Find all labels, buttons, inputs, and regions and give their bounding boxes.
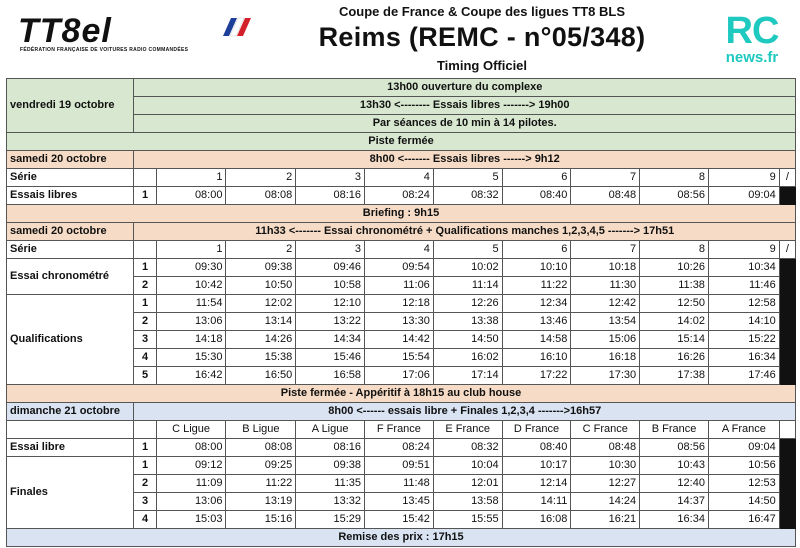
remise-des-prix: Remise des prix : 17h15 [7,529,796,547]
empty-cell [134,241,156,259]
serie-num: 8 [640,241,709,259]
saturday-1-info: 8h00 <------- Essais libres ------> 9h12 [134,151,796,169]
time-cell: 13:32 [296,493,365,511]
time-cell: 14:26 [226,331,296,349]
time-cell: 16:02 [433,349,502,367]
title-line-3: Timing Officiel [436,58,528,73]
time-cell: 09:04 [708,187,779,205]
time-cell: 17:06 [365,367,434,385]
time-cell: 11:06 [365,277,434,295]
time-cell: 16:21 [571,511,640,529]
black-cell [779,511,795,529]
class-cell: B France [640,421,709,439]
time-cell: 11:38 [640,277,709,295]
essai-libre-label: Essai libre [7,439,134,457]
time-cell: 11:14 [433,277,502,295]
black-cell [779,475,795,493]
black-cell [779,493,795,511]
time-cell: 14:10 [708,313,779,331]
time-cell: 12:40 [640,475,709,493]
class-cell: A Ligue [296,421,365,439]
time-cell: 15:38 [226,349,296,367]
empty-cell [134,169,156,187]
time-cell: 16:26 [640,349,709,367]
time-cell: 09:38 [226,259,296,277]
time-cell: 13:54 [571,313,640,331]
row-num: 4 [134,511,156,529]
serie-num: 6 [502,241,571,259]
time-cell: 12:18 [365,295,434,313]
black-cell [779,187,795,205]
time-cell: 12:10 [296,295,365,313]
sunday-classes-row [7,421,796,439]
time-cell: 17:22 [502,367,571,385]
time-cell: 16:42 [156,367,226,385]
time-cell: 12:26 [433,295,502,313]
time-cell: 10:43 [640,457,709,475]
time-cell: 13:58 [433,493,502,511]
empty-cell [7,421,134,439]
serie-num: 1 [156,241,226,259]
time-cell: 13:14 [226,313,296,331]
row-num: 5 [134,367,156,385]
remise-row [7,529,796,547]
class-cell: C France [571,421,640,439]
rc-logo-text: RC [725,10,779,52]
sunday-info: 8h00 <------ essais libre + Finales 1,2,3,4 ------->16h57 [134,403,796,421]
time-cell: 11:09 [156,475,226,493]
time-cell: 10:17 [502,457,571,475]
time-cell: 11:48 [365,475,434,493]
serie-num: 6 [502,169,571,187]
time-cell: 08:56 [640,187,709,205]
time-cell: 08:56 [640,439,709,457]
friday-line-2: 13h30 <-------- Essais libres -------> 19h00 [134,97,796,115]
black-cell [779,367,795,385]
time-cell: 10:42 [156,277,226,295]
serie-num: 9 [708,241,779,259]
time-cell: 10:50 [226,277,296,295]
group-label: Finales [7,457,134,529]
time-cell: 16:34 [708,349,779,367]
time-cell: 13:46 [502,313,571,331]
time-cell: 09:04 [708,439,779,457]
time-cell: 15:29 [296,511,365,529]
header [0,0,800,80]
time-cell: 17:38 [640,367,709,385]
time-cell: 12:58 [708,295,779,313]
time-cell: 17:14 [433,367,502,385]
time-cell: 08:24 [365,439,434,457]
row-num: 2 [134,313,156,331]
serie-num: 7 [571,241,640,259]
friday-row-1 [7,79,796,97]
class-cell: A France [708,421,779,439]
time-cell: 15:30 [156,349,226,367]
row-num: 2 [134,475,156,493]
time-cell: 09:46 [296,259,365,277]
essais-libres-row [7,187,796,205]
saturday-2-header [7,223,796,241]
time-cell: 11:30 [571,277,640,295]
time-cell: 10:56 [708,457,779,475]
class-cell: C Ligue [156,421,226,439]
black-cell [779,313,795,331]
row-num: 3 [134,331,156,349]
time-cell: 08:08 [226,187,296,205]
time-cell: 10:10 [502,259,571,277]
black-cell [779,295,795,313]
time-cell: 09:38 [296,457,365,475]
time-cell: 09:30 [156,259,226,277]
time-cell: 15:54 [365,349,434,367]
saturday-2-series-row [7,241,796,259]
time-cell: 12:02 [226,295,296,313]
serie-num: 4 [365,169,434,187]
timing-table [6,78,796,547]
time-cell: 12:34 [502,295,571,313]
time-cell: 14:50 [433,331,502,349]
row-num: 1 [134,187,156,205]
time-cell: 08:48 [571,187,640,205]
time-cell: 12:14 [502,475,571,493]
time-cell: 09:12 [156,457,226,475]
timing-table-body [7,79,796,547]
time-cell: 15:06 [571,331,640,349]
time-cell: 09:54 [365,259,434,277]
class-cell: D France [502,421,571,439]
time-cell: 13:06 [156,493,226,511]
tt8el-logo [18,14,258,54]
time-cell: 14:37 [640,493,709,511]
time-cell: 15:22 [708,331,779,349]
piste-fermee: Piste fermée [7,133,796,151]
time-cell: 16:08 [502,511,571,529]
rcnews-logo [712,12,792,74]
time-cell: 15:14 [640,331,709,349]
time-cell: 10:02 [433,259,502,277]
serie-num: 1 [156,169,226,187]
rc-logo-domain: news.fr [725,49,779,66]
time-cell: 10:18 [571,259,640,277]
time-cell: 14:24 [571,493,640,511]
time-cell: 08:08 [226,439,296,457]
row-num: 2 [134,277,156,295]
table-row [7,295,796,313]
time-cell: 15:42 [365,511,434,529]
time-cell: 16:47 [708,511,779,529]
slash-cell: / [779,169,795,187]
time-cell: 11:22 [502,277,571,295]
title-line-1: Coupe de France & Coupe des ligues TT8 BLS [338,4,626,19]
serie-num: 7 [571,169,640,187]
time-cell: 13:19 [226,493,296,511]
table-row [7,259,796,277]
time-cell: 16:34 [640,511,709,529]
logo-text: TT8el [18,12,112,50]
black-cell [779,277,795,295]
time-cell: 17:30 [571,367,640,385]
group-label: Qualifications [7,295,134,385]
piste-fermee-aperitif: Piste fermée - Appéritif à 18h15 au club house [7,385,796,403]
row-num: 1 [134,295,156,313]
time-cell: 08:48 [571,439,640,457]
time-cell: 10:26 [640,259,709,277]
title-line-2: Reims (REMC - n°05/348) [318,22,646,52]
time-cell: 13:30 [365,313,434,331]
row-num: 3 [134,493,156,511]
friday-line-1: 13h00 ouverture du complexe [134,79,796,97]
black-cell [779,457,795,475]
row-num: 1 [134,259,156,277]
empty-cell [779,421,795,439]
serie-label: Série [7,169,134,187]
time-cell: 11:46 [708,277,779,295]
serie-num: 2 [226,241,296,259]
time-cell: 10:58 [296,277,365,295]
time-cell: 08:00 [156,439,226,457]
time-cell: 12:50 [640,295,709,313]
saturday-2-info: 11h33 <------- Essai chronométré + Qualifications manches 1,2,3,4,5 -------> 17h51 [134,223,796,241]
time-cell: 14:11 [502,493,571,511]
serie-num: 5 [433,241,502,259]
time-cell: 12:42 [571,295,640,313]
briefing-row [7,205,796,223]
saturday-1-day: samedi 20 octobre [7,151,134,169]
saturday-1-header [7,151,796,169]
class-cell: E France [433,421,502,439]
time-cell: 11:22 [226,475,296,493]
table-row [7,457,796,475]
time-cell: 12:27 [571,475,640,493]
essai-libre-row [7,439,796,457]
time-cell: 10:34 [708,259,779,277]
sunday-day: dimanche 21 octobre [7,403,134,421]
time-cell: 15:03 [156,511,226,529]
time-cell: 08:24 [365,187,434,205]
time-cell: 08:32 [433,187,502,205]
time-cell: 13:22 [296,313,365,331]
flag-icon [213,16,251,38]
black-cell [779,331,795,349]
serie-num: 9 [708,169,779,187]
black-cell [779,439,795,457]
empty-cell [134,421,156,439]
time-cell: 08:40 [502,187,571,205]
slash-cell: / [779,241,795,259]
briefing: Briefing : 9h15 [7,205,796,223]
friday-line-3: Par séances de 10 min à 14 pilotes. [134,115,796,133]
time-cell: 14:34 [296,331,365,349]
time-cell: 16:10 [502,349,571,367]
time-cell: 16:50 [226,367,296,385]
class-cell: B Ligue [226,421,296,439]
time-cell: 14:42 [365,331,434,349]
time-cell: 14:58 [502,331,571,349]
time-cell: 10:30 [571,457,640,475]
time-cell: 11:35 [296,475,365,493]
time-cell: 08:00 [156,187,226,205]
time-cell: 13:06 [156,313,226,331]
serie-num: 2 [226,169,296,187]
time-cell: 16:18 [571,349,640,367]
friday-day: vendredi 19 octobre [7,79,134,133]
time-cell: 14:02 [640,313,709,331]
saturday-1-series-row [7,169,796,187]
group-label: Essai chronométré [7,259,134,295]
time-cell: 08:16 [296,439,365,457]
time-cell: 08:16 [296,187,365,205]
time-cell: 08:40 [502,439,571,457]
time-cell: 17:46 [708,367,779,385]
black-cell [779,349,795,367]
time-cell: 13:45 [365,493,434,511]
serie-num: 3 [296,169,365,187]
class-cell: F France [365,421,434,439]
serie-num: 5 [433,169,502,187]
time-cell: 13:38 [433,313,502,331]
time-cell: 09:51 [365,457,434,475]
serie-num: 3 [296,241,365,259]
row-num: 1 [134,439,156,457]
sunday-header [7,403,796,421]
piste-fermee-row [7,133,796,151]
time-cell: 12:53 [708,475,779,493]
time-cell: 09:25 [226,457,296,475]
time-cell: 16:58 [296,367,365,385]
time-cell: 15:55 [433,511,502,529]
essais-libres-label: Essais libres [7,187,134,205]
row-num: 4 [134,349,156,367]
time-cell: 14:50 [708,493,779,511]
row-num: 1 [134,457,156,475]
time-cell: 15:16 [226,511,296,529]
time-cell: 11:54 [156,295,226,313]
time-cell: 15:46 [296,349,365,367]
piste-fermee-2-row [7,385,796,403]
serie-label: Série [7,241,134,259]
saturday-2-day: samedi 20 octobre [7,223,134,241]
black-cell [779,259,795,277]
time-cell: 08:32 [433,439,502,457]
serie-num: 4 [365,241,434,259]
time-cell: 12:01 [433,475,502,493]
logo-subtitle: FÉDÉRATION FRANÇAISE DE VOITURES RADIO COMMANDÉES [20,47,189,53]
serie-num: 8 [640,169,709,187]
time-cell: 14:18 [156,331,226,349]
time-cell: 10:04 [433,457,502,475]
